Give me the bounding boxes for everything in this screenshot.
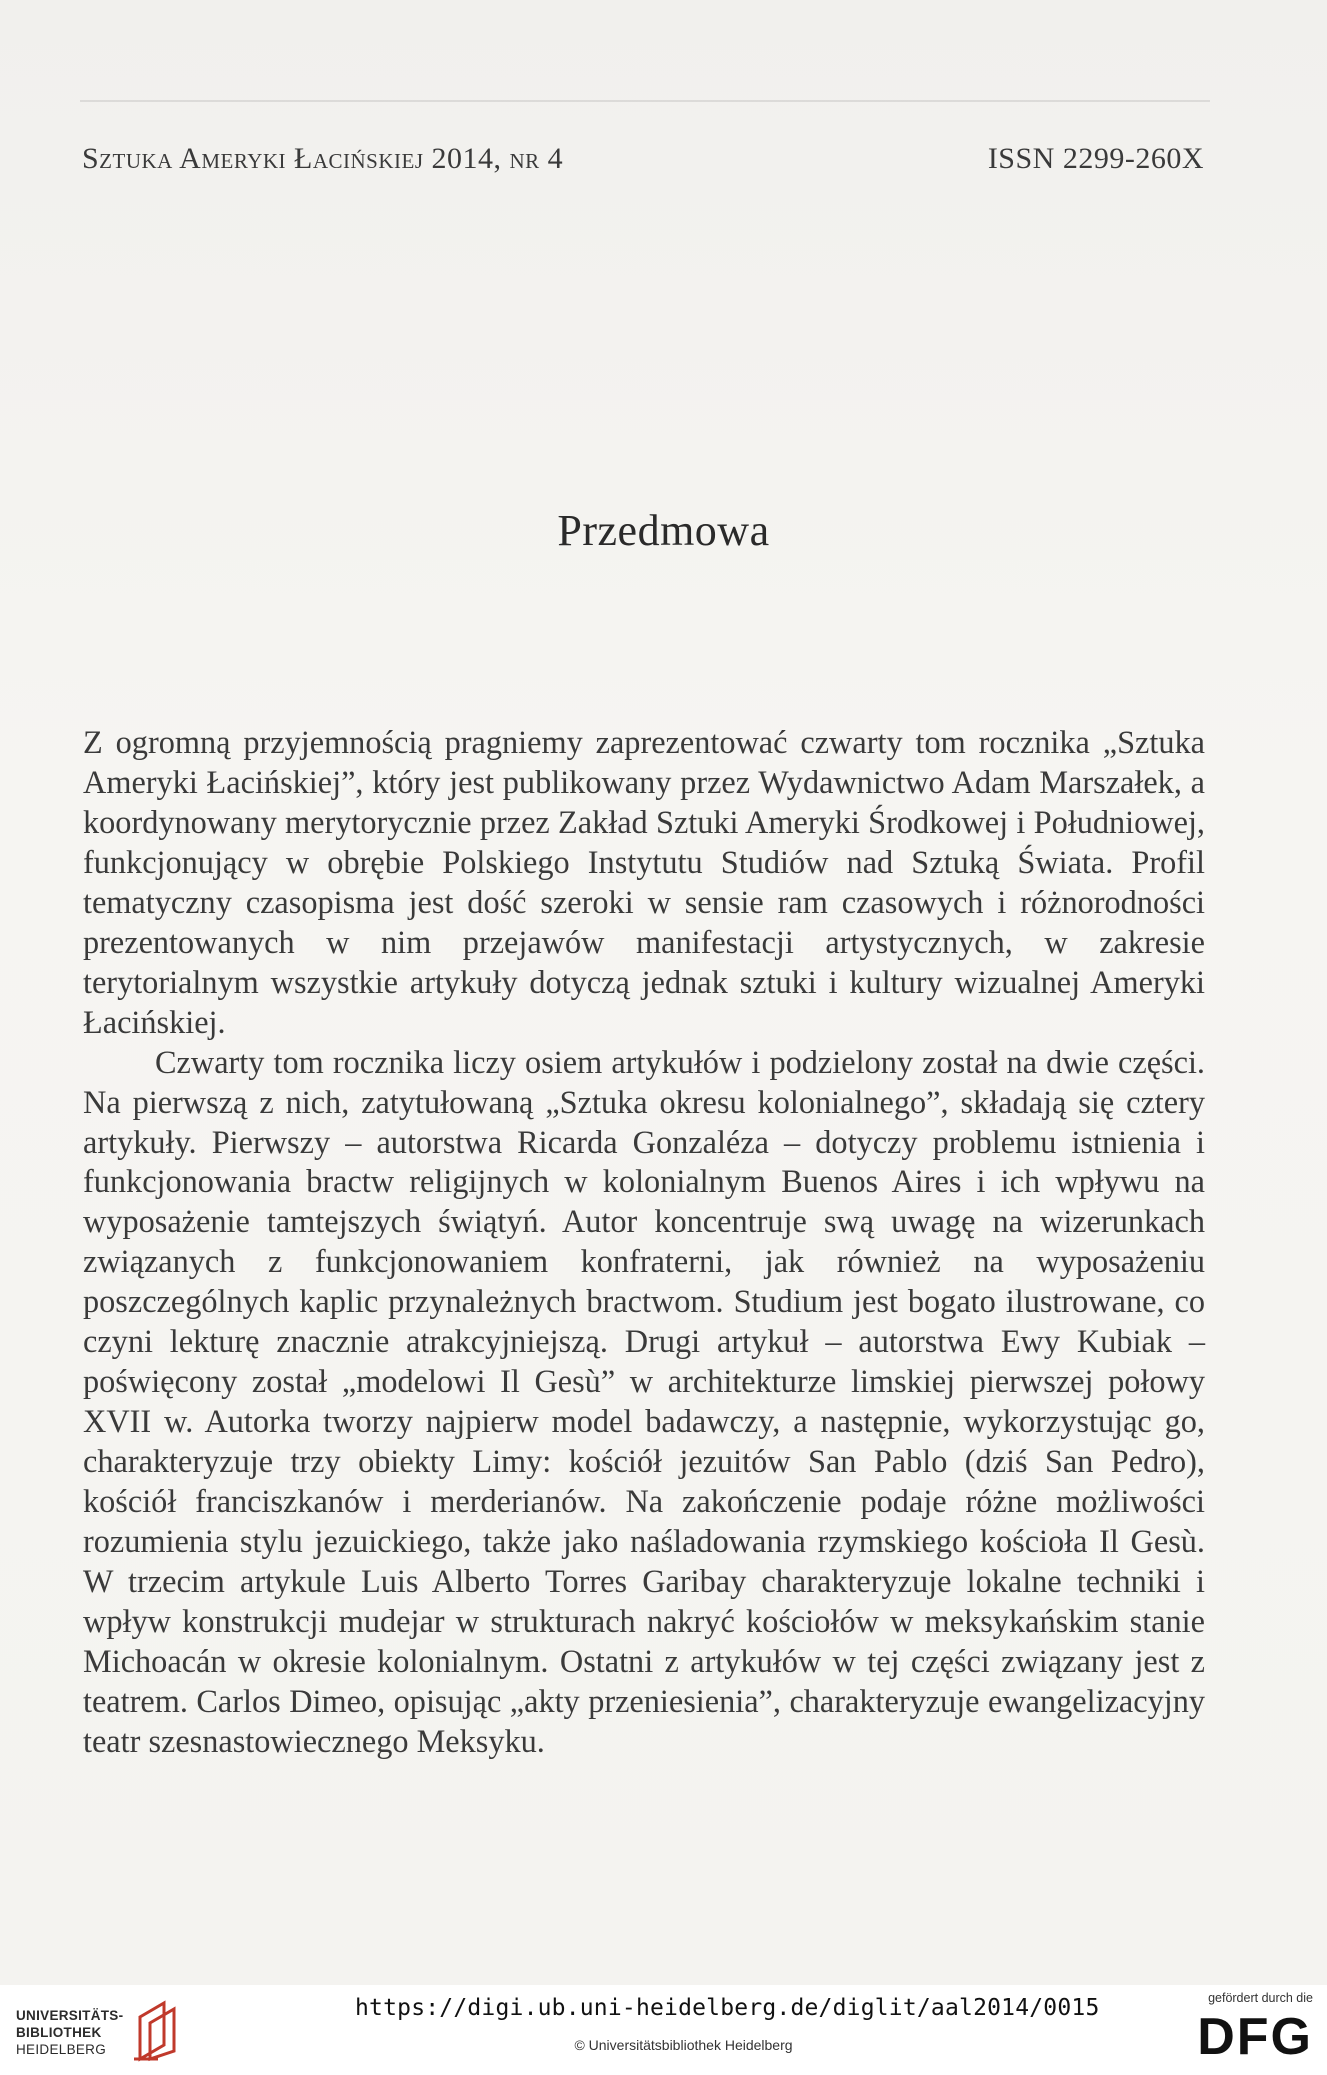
page-title: Przedmowa: [557, 506, 770, 555]
funder-caption: gefördert durch die: [1208, 1991, 1313, 2005]
funder-mark: DFG: [1197, 2008, 1313, 2066]
logo-line-1: UNIVERSITÄTS-: [16, 2008, 124, 2023]
dfg-logo-icon[interactable]: [1193, 1991, 1313, 2069]
paragraph-2: Czwarty tom rocznika liczy osiem artykułów i podzielony został na dwie części. Na pierwszą z nich, zatytułowaną „Sztuka okresu kolonialnego”, składają się cztery artykuły. Pierwszy – autorstwa Ricarda Gonzaléza – dotyczy problemu istnienia i funkcjonowania bractw religijnych w kolonialnym Buenos Aires i ich wpływu na wyposażenie tamtejszych świątyń. Autor koncentruje swą uwagę na wizerunkach związanych z funkcjonowaniem konfraterni, jak również na wyposażeniu poszczególnych kaplic przynależnych bractwom. Studium jest bogato ilustrowane, co czyni lekturę znacznie atrakcyjniejszą. Drugi artykuł – autorstwa Ewy Kubiak – poświęcony został „modelowi Il Gesù” w architekturze limskiej pierwszej połowy XVII w. Autorka tworzy najpierw model badawczy, a następnie, wykorzystując go, charakteryzuje trzy obiekty Limy: kościół jezuitów San Pablo (dziś San Pedro), kościół franciszkanów i merderianów. Na zakończenie podaje różne możliwości rozumienia stylu jezuickiego, także jako naśladowania rzymskiego kościoła Il Gesù. W trzecim artykule Luis Alberto Torres Garibay charakteryzuje lokalne techniki i wpływ konstrukcji mudejar w strukturach nakryć kościołów w meksykańskim stanie Michoacán w okresie kolonialnym. Ostatni z artykułów w tej części związany jest z teatrem. Carlos Dimeo, opisując „akty przeniesienia”, charakteryzuje ewangelizacyjny teatr szesnastowiecznego Meksyku.: [83, 1043, 1205, 1759]
permalink-url[interactable]: https://digi.ub.uni-heidelberg.de/diglit/aal2014/0015: [355, 1995, 1100, 2021]
running-head: [82, 142, 1204, 182]
copyright-notice: © Universitätsbibliothek Heidelberg: [574, 2037, 793, 2053]
journal-name: Sztuka Ameryki Łacińskiej 2014, nr 4: [82, 142, 564, 175]
issn: ISSN 2299-260X: [987, 142, 1204, 175]
bleed-through-rule: [80, 60, 1210, 102]
footer-bar: [0, 1985, 1327, 2075]
logo-line-3: HEIDELBERG: [16, 2042, 107, 2057]
ub-logo-mark-icon: [130, 1999, 180, 2063]
paragraph-1: Z ogromną przyjemnością pragniemy zaprezentować czwarty tom rocznika „Sztuka Ameryki Łacińskiej”, który jest publikowany przez Wydawnictwo Adam Marszałek, a koordynowany merytorycznie przez Zakład Sztuki Ameryki Środkowej i Południowej, funkcjonujący w obrębie Polskiego Instytutu Studiów nad Sztuką Świata. Profil tematyczny czasopisma jest dość szeroki w sensie ram czasowych i różnorodności prezentowanych w nim przejawów manifestacji artystycznych, w zakresie terytorialnym wszystkie artykuły dotyczą jednak sztuki i kultury wizualnej Ameryki Łacińskiej.: [83, 724, 1205, 1040]
logo-line-2: BIBLIOTHEK: [16, 2025, 102, 2040]
body-text: [83, 723, 1205, 1762]
